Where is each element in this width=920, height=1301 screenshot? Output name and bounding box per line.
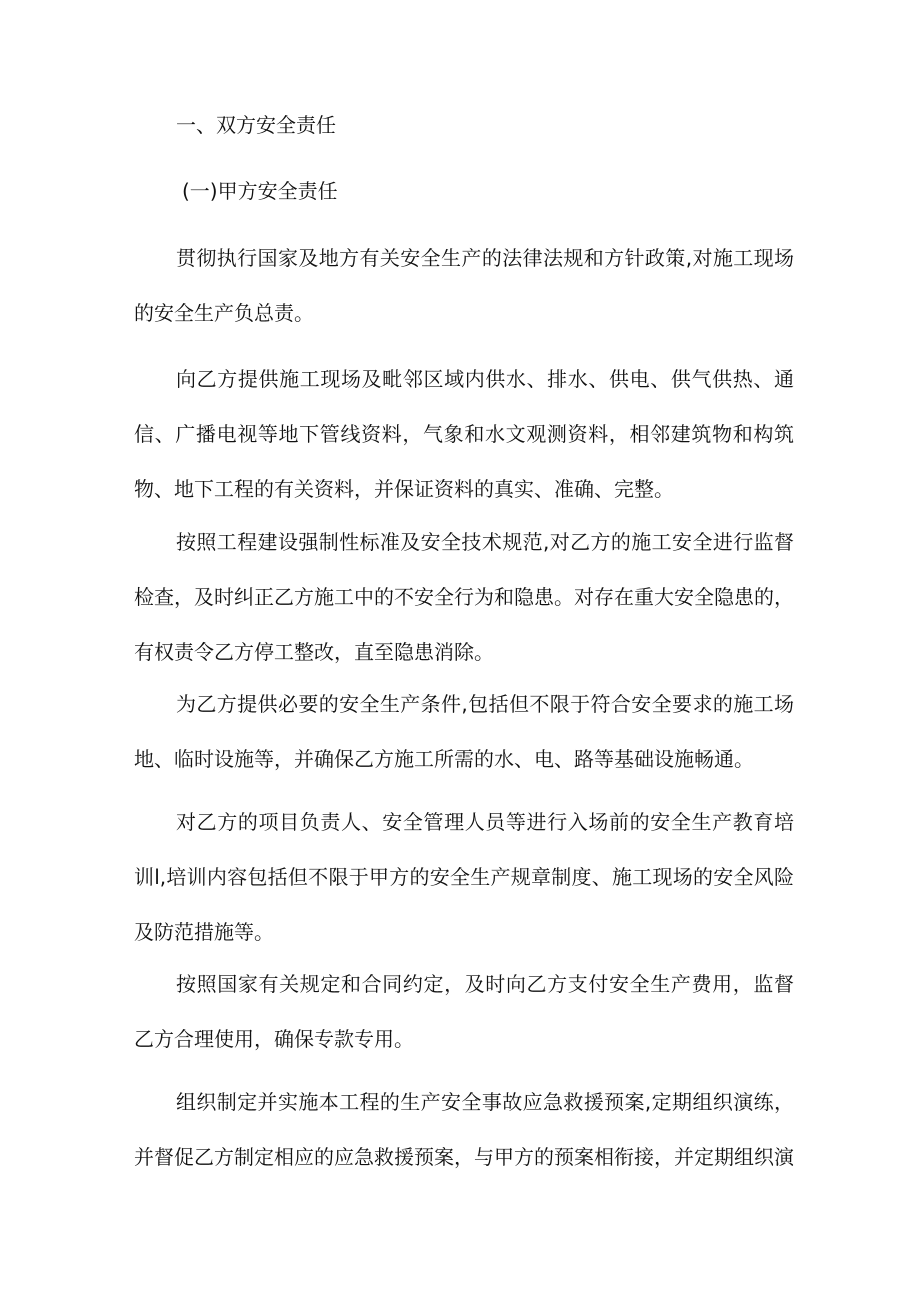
paragraph-7: 组织制定并实施本工程的生产安全事故应急救援预案,定期组织演练，并督促乙方制定相应的应急救援预案，与甲方的预案相衔接，并定期组织演 — [134, 1090, 794, 1169]
paragraph-4: 为乙方提供必要的安全生产条件,包括但不限于符合安全要求的施工场地、临时设施等，并确保乙方施工所需的水、电、路等基础设施畅通。 — [134, 692, 794, 771]
paragraph-5: 对乙方的项目负责人、安全管理人员等进行入场前的安全生产教育培训l,培训内容包括但不限于甲方的安全生产规章制度、施工现场的安全风险及防范措施等。 — [134, 810, 794, 944]
section-heading: 一、双方安全责任 — [176, 113, 336, 137]
paragraph-3: 按照工程建设强制性标准及安全技术规范,对乙方的施工安全进行监督检查，及时纠正乙方施工中的不安全行为和隐患。对存在重大安全隐患的，有权责令乙方停工整改，直至隐患消除。 — [134, 530, 794, 664]
paragraph-1: 贯彻执行国家及地方有关安全生产的法律法规和方针政策,对施工现场的安全生产负总责。 — [134, 246, 794, 325]
subsection-heading: (一)甲方安全责任 — [182, 179, 338, 203]
paragraph-2: 向乙方提供施工现场及毗邻区域内供水、排水、供电、供气供热、通信、广播电视等地下管线资料，气象和水文观测资料，相邻建筑物和构筑物、地下工程的有关资料，并保证资料的真实、准确、完整。 — [134, 367, 794, 501]
paragraph-6: 按照国家有关规定和合同约定，及时向乙方支付安全生产费用，监督乙方合理使用，确保专款专用。 — [134, 972, 794, 1051]
